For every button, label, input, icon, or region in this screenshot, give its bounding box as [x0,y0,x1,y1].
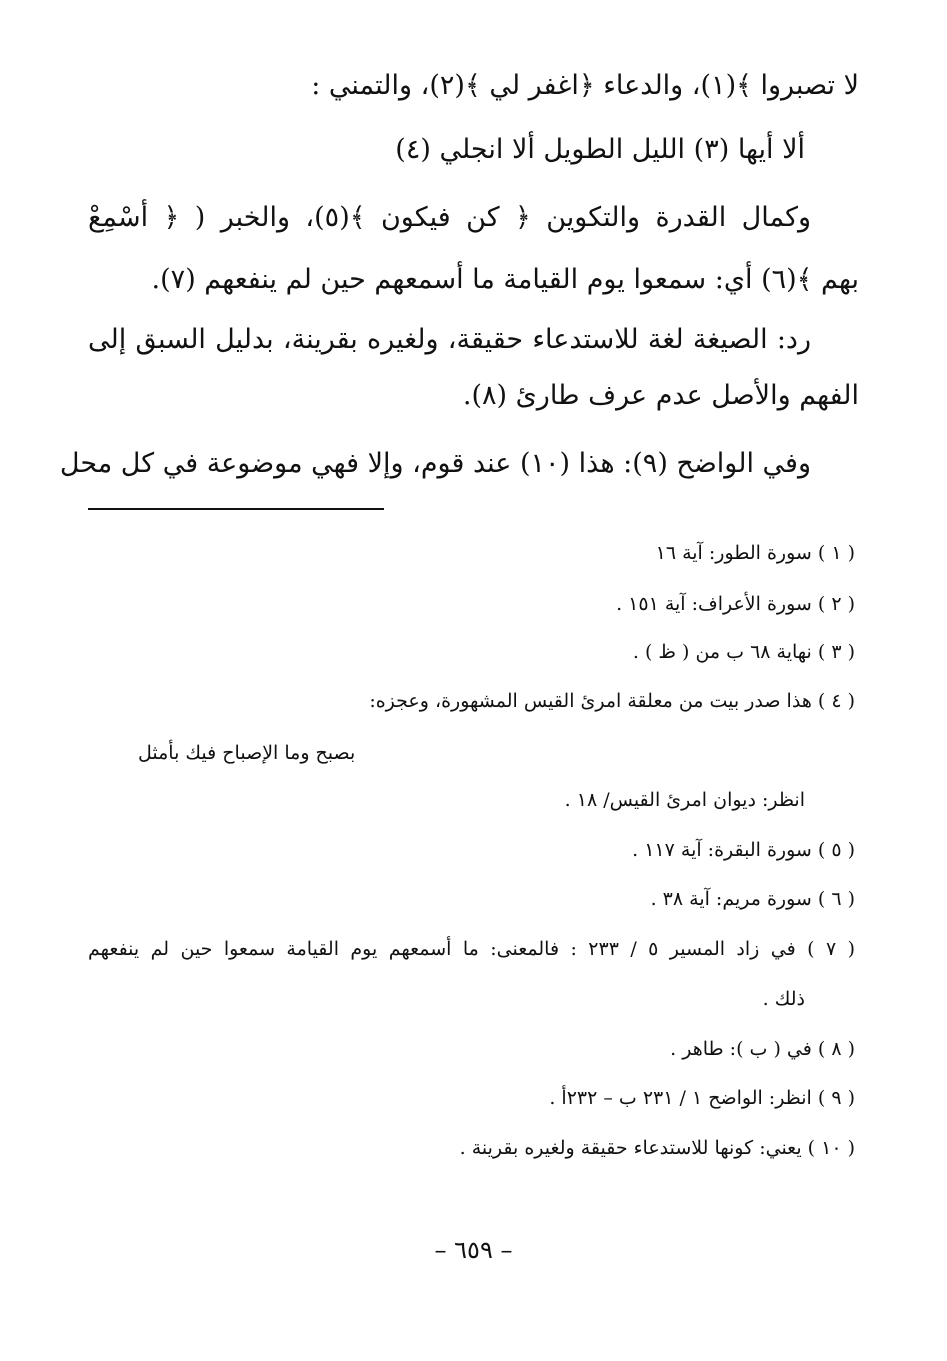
footnote-7: ( ٧ ) في زاد المسير ٥ / ٢٣٣ : فالمعنى: ما أسمعهم يوم القيامة سمعوا حين لم ينفعهم [88,938,856,960]
footnote-4-verse: بصبح وما الإصباح فيك بأمثل [138,742,356,764]
main-text-line-4: بهم ﴾(٦) أي: سمعوا يوم القيامة ما أسمعهم حين لم ينفعهم (٧). [151,264,859,295]
footnote-8: ( ٨ ) في ( ب ): طاهر . [670,1038,855,1060]
main-text-line-1: لا تصبروا ﴾(١)، والدعاء ﴿اغفر لي ﴾(٢)، والتمني : [311,70,859,101]
main-text-line-5: رد: الصيغة لغة للاستدعاء حقيقة، ولغيره بقرينة، بدليل السبق إلى [88,324,811,355]
main-text-line-6: الفهم والأصل عدم عرف طارئ (٨). [462,380,859,411]
footnote-10: ( ١٠ ) يعني: كونها للاستدعاء حقيقة ولغيره بقرينة . [459,1137,855,1159]
footnote-7-continuation: ذلك . [762,988,805,1010]
page-number: – ٦٥٩ – [434,1236,513,1264]
footnote-divider [88,508,384,510]
footnote-4-reference: انظر: ديوان امرئ القيس/ ١٨ . [564,789,805,811]
poem-verse-line: ألا أيها (٣) الليل الطويل ألا انجلي (٤) [395,134,805,165]
footnote-6: ( ٦ ) سورة مريم: آية ٣٨ . [650,888,855,910]
footnote-5: ( ٥ ) سورة البقرة: آية ١١٧ . [632,839,855,861]
footnote-9: ( ٩ ) انظر: الواضح ١ / ٢٣١ ب – ٢٣٢أ . [549,1087,855,1109]
main-text-line-7: وفي الواضح (٩): هذا (١٠) عند قوم، وإلا فهي موضوعة في كل محل [59,448,811,479]
main-text-line-3: وكمال القدرة والتكوين ﴿ كن فيكون ﴾(٥)، والخبر ( ﴿ أسْمِعْ [88,202,812,233]
footnote-1: ( ١ ) سورة الطور: آية ١٦ [655,542,855,564]
footnote-3: ( ٣ ) نهاية ٦٨ ب من ( ظ ) . [632,641,855,663]
footnote-2: ( ٢ ) سورة الأعراف: آية ١٥١ . [616,593,855,615]
footnote-4: ( ٤ ) هذا صدر بيت من معلقة امرئ القيس المشهورة، وعجزه: [369,690,855,712]
